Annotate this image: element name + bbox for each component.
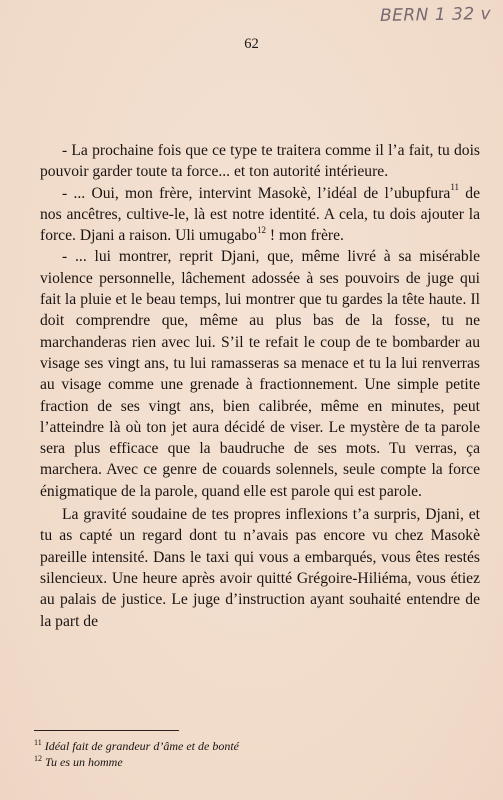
paragraph-2-text-c: ! mon frère. — [265, 227, 344, 245]
footnote-number: 11 — [34, 738, 42, 747]
page-number: 62 — [244, 36, 259, 52]
footnote-text: Idéal fait de grandeur d’âme et de bonté — [44, 739, 239, 753]
footnote-ref-11: 11 — [450, 182, 459, 193]
handwritten-annotation: BERN 1 32 v — [379, 4, 492, 26]
footnotes — [34, 738, 474, 770]
paragraph-2 — [40, 183, 480, 247]
footnote-11 — [34, 738, 474, 754]
paragraph-3 — [40, 246, 480, 502]
footnote-text: Tu es un homme — [45, 755, 123, 769]
paragraph-4-text: La gravité soudaine de tes propres inflexions t’a surpris, Djani, et tu as capté un regard dont tu n’avais pas encore vu chez Masokè pareille intensité. Dans le taxi qui vous a embarqués, vous êtes restés silencieux. Une heure après avoir quitté Grégoire-Hiliéma, vous étiez au palais de justice. Le juge d’instruction ayant souhaité entendre de la part de — [40, 506, 480, 630]
footnote-12 — [34, 754, 474, 770]
paragraph-1-text: - La prochaine fois que ce type te traitera comme il l’a fait, tu dois pouvoir garder toute ta force... et ton autorité intérieure. — [40, 142, 480, 181]
footnote-divider — [34, 730, 179, 731]
paragraph-2-text-a: - ... Oui, mon frère, intervint Masokè, l’idéal de l’ubupfura — [62, 184, 451, 202]
footnote-ref-12: 12 — [256, 225, 266, 235]
paragraph-4 — [40, 504, 480, 632]
paragraph-2-text-b: de nos ancêtres, cultive-le, là est notre identité. A cela, tu dois ajouter la force. Djani a raison. Uli umugabo — [40, 184, 480, 245]
paragraph-3-text: - ... lui montrer, reprit Djani, que, même livré à sa misérable violence personnelle, lâchement adossée à ses pouvoirs de juge qui fait la pluie et le beau temps, lui montrer que tu gardes la tête haute. Il doit comprendre que, même au plus bas de la fosse, tu ne marchanderas rien avec lui. S’il te refait le coup de te bombarder au visage ses vingt ans, tu lui ramasseras sa menace et tu la lui renverras au visage comme une grenade à fractionnement. Une simple petite fraction de ses vingt ans, bien calibrée, même en minutes, peut l’atteindre là où ton jet aura décidé de viser. Le mystère de ta parole sera plus efficace que la baudruche de ses mots. Tu verras, ça marchera. Avec ce genre de couards solennels, seule compte la force énigmatique de la parole, quand elle est parole qui est parole. — [40, 248, 480, 500]
footnote-number: 12 — [34, 754, 42, 763]
paragraph-1 — [40, 140, 480, 183]
body-text — [40, 140, 480, 632]
